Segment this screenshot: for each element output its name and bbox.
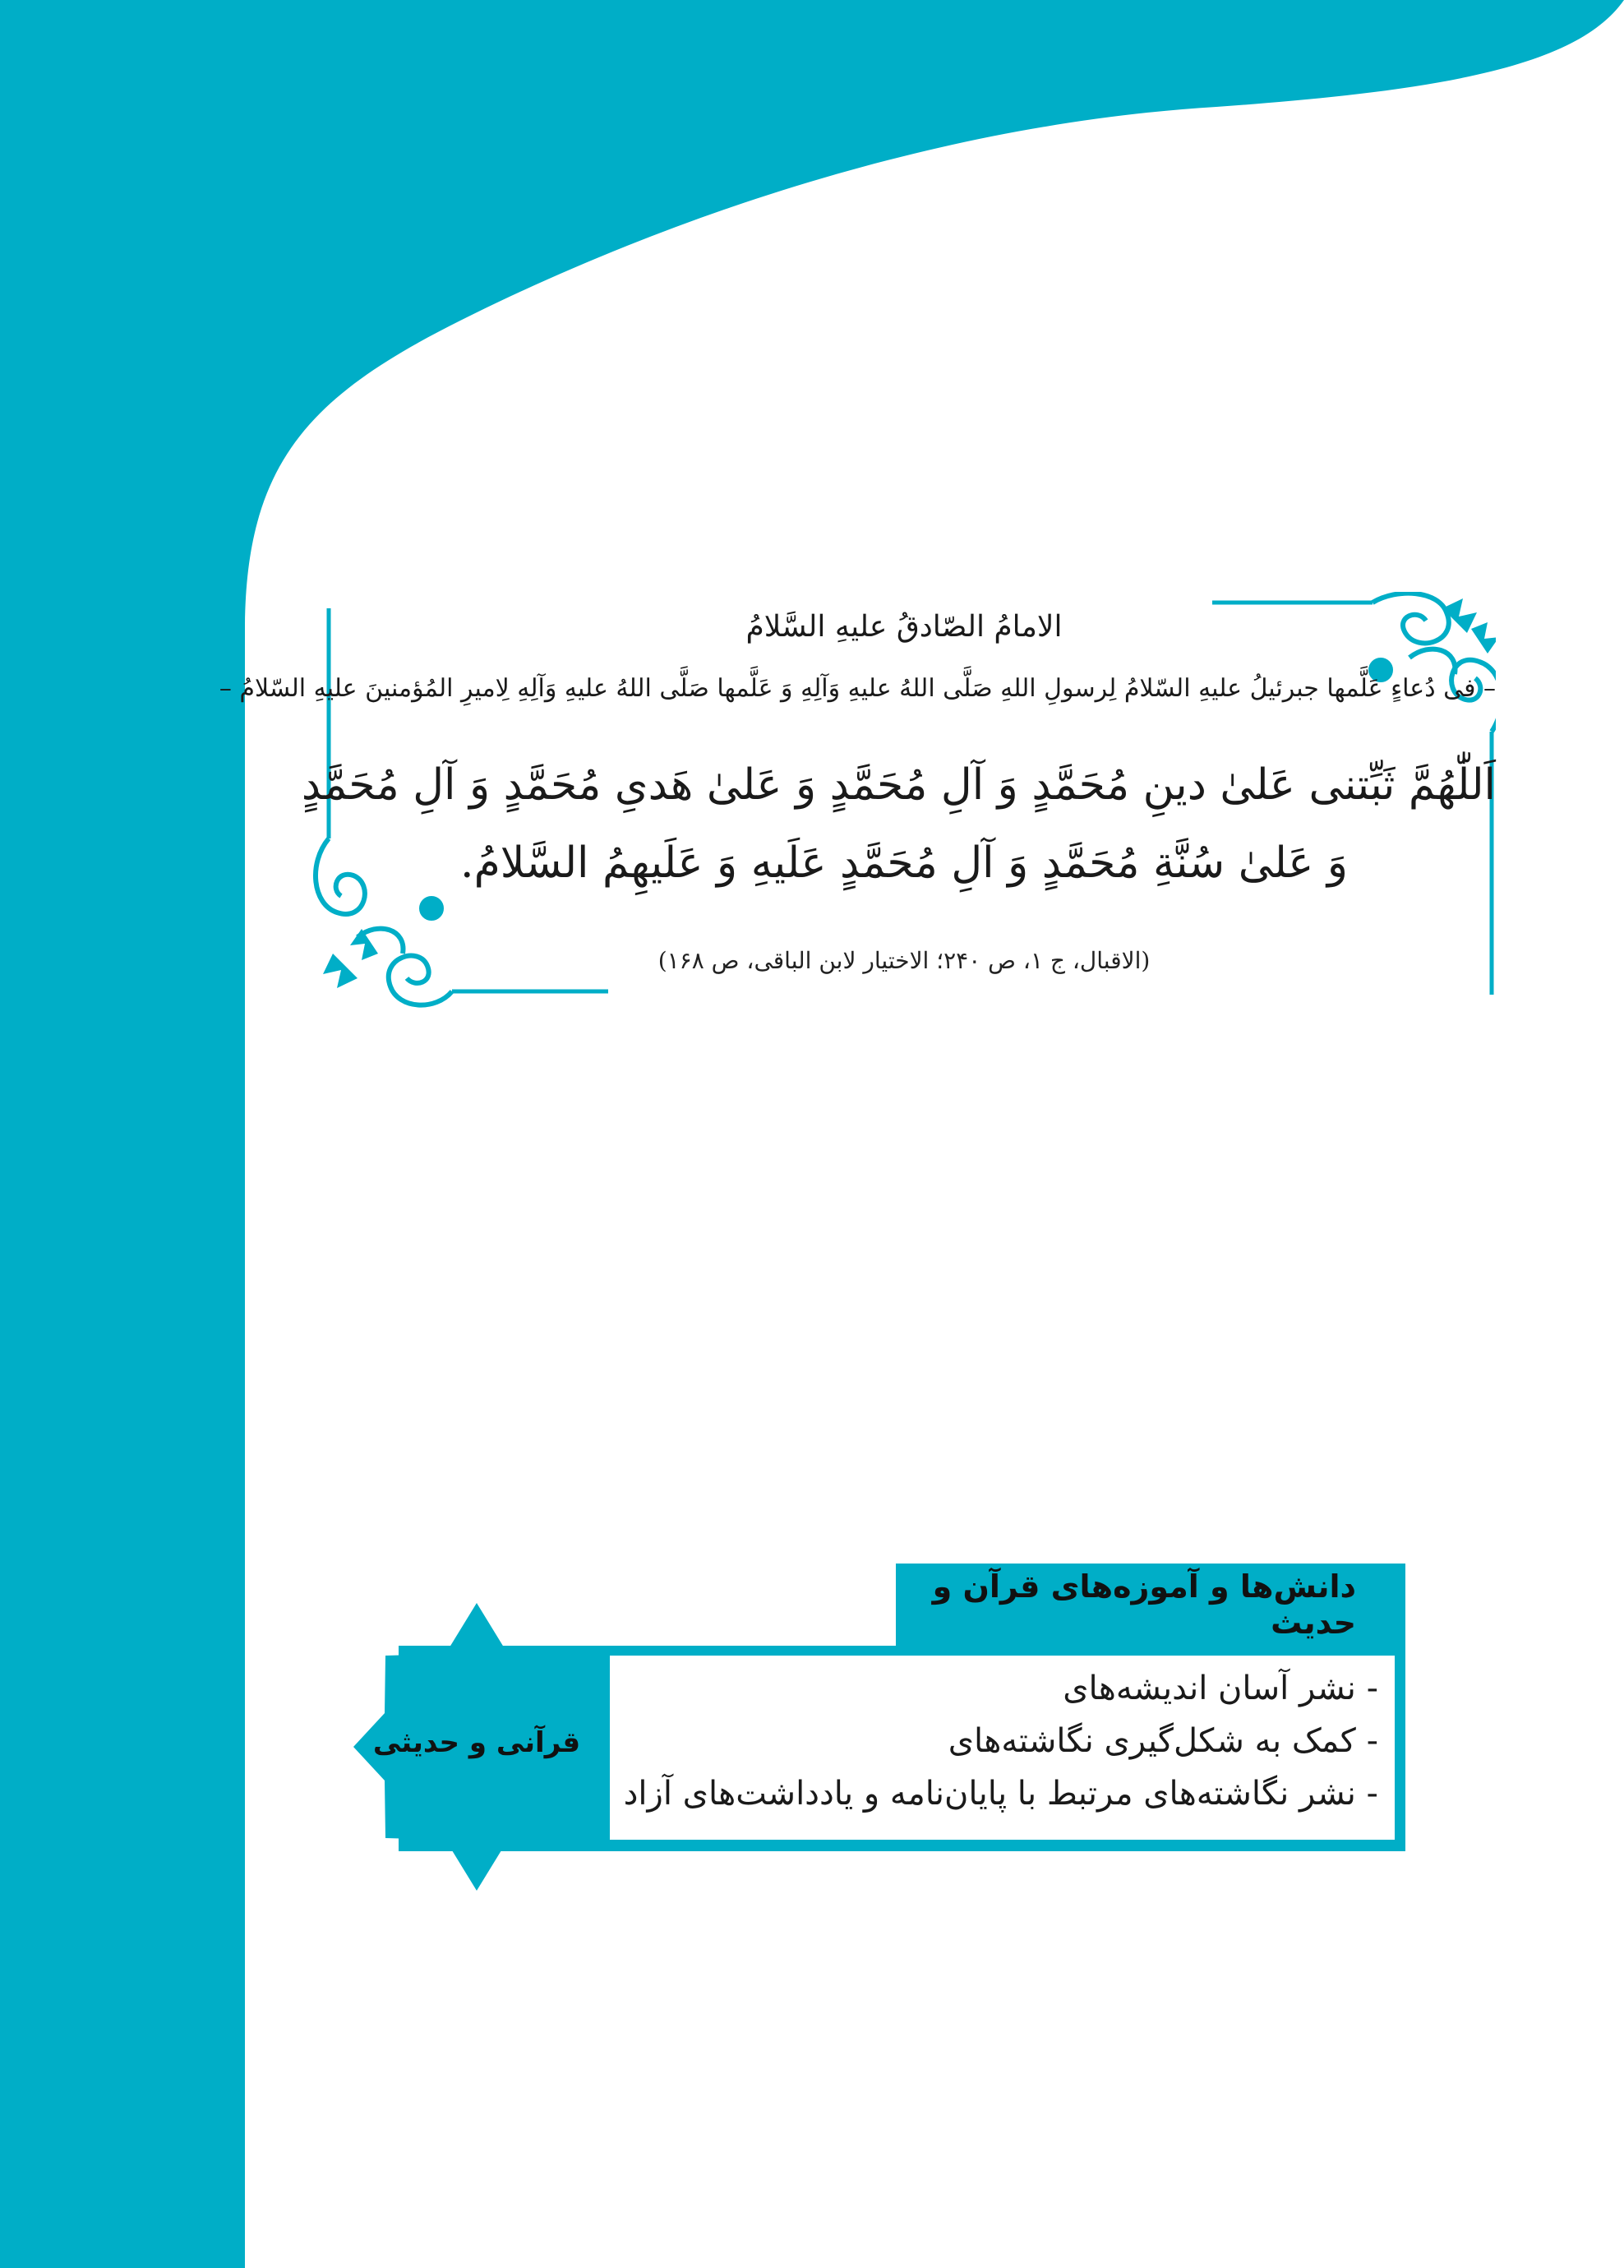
info-section (345, 1554, 1414, 1915)
hadith-narrator: الامامُ الصّادقُ علیهِ السَّلامُ (745, 610, 1063, 644)
list-item: - کمک به شکل‌گیری نگاشته‌های (948, 1722, 1378, 1760)
white-page-area (219, 0, 1624, 2268)
hadith-context: – فی دُعاءٍ عَلَّمها جبرئیلُ علیهِ السّلامُ لِرسولِ اللهِ صَلَّی اللهُ علیهِ وَآلِهِ وَ عَلَّمها صَلَّی اللهُ علیهِ وَآلِهِ لِامیرِ المُؤمنینَ علیهِ السّلامُ – (219, 674, 1496, 703)
hadith-section (219, 592, 1496, 1019)
list-item: - نشر نگاشته‌های مرتبط با پایان‌نامه و یادداشت‌های آزاد (623, 1775, 1378, 1813)
prayer-line-2: وَ عَلیٰ سُنَّةِ مُحَمَّدٍ وَ آلِ مُحَمَّدٍ عَلَیهِ وَ عَلَیهِمُ السَّلامُ. (460, 838, 1348, 888)
info-header-bar (896, 1564, 1405, 1646)
category-label: قرآنی و حدیثی (372, 1726, 581, 1759)
info-header-title: دانش‌ها و آموزه‌های قرآن و حدیث (932, 1568, 1356, 1641)
hadith-source: (الاقبال، ج ۱، ص ۲۴۰؛ الاختیار لابن الباقی، ص ۱۶۸) (657, 947, 1151, 974)
prayer-line-1: اَللّٰهُمَّ ثَبِّتنی عَلیٰ دینِ مُحَمَّدٍ وَ آلِ مُحَمَّدٍ وَ عَلیٰ هَدیِ مُحَمَّدٍ وَ آلِ مُحَمَّدٍ (301, 760, 1496, 810)
bullet-panel (610, 1656, 1395, 1840)
list-item: - نشر آسان اندیشه‌های (1063, 1670, 1378, 1707)
